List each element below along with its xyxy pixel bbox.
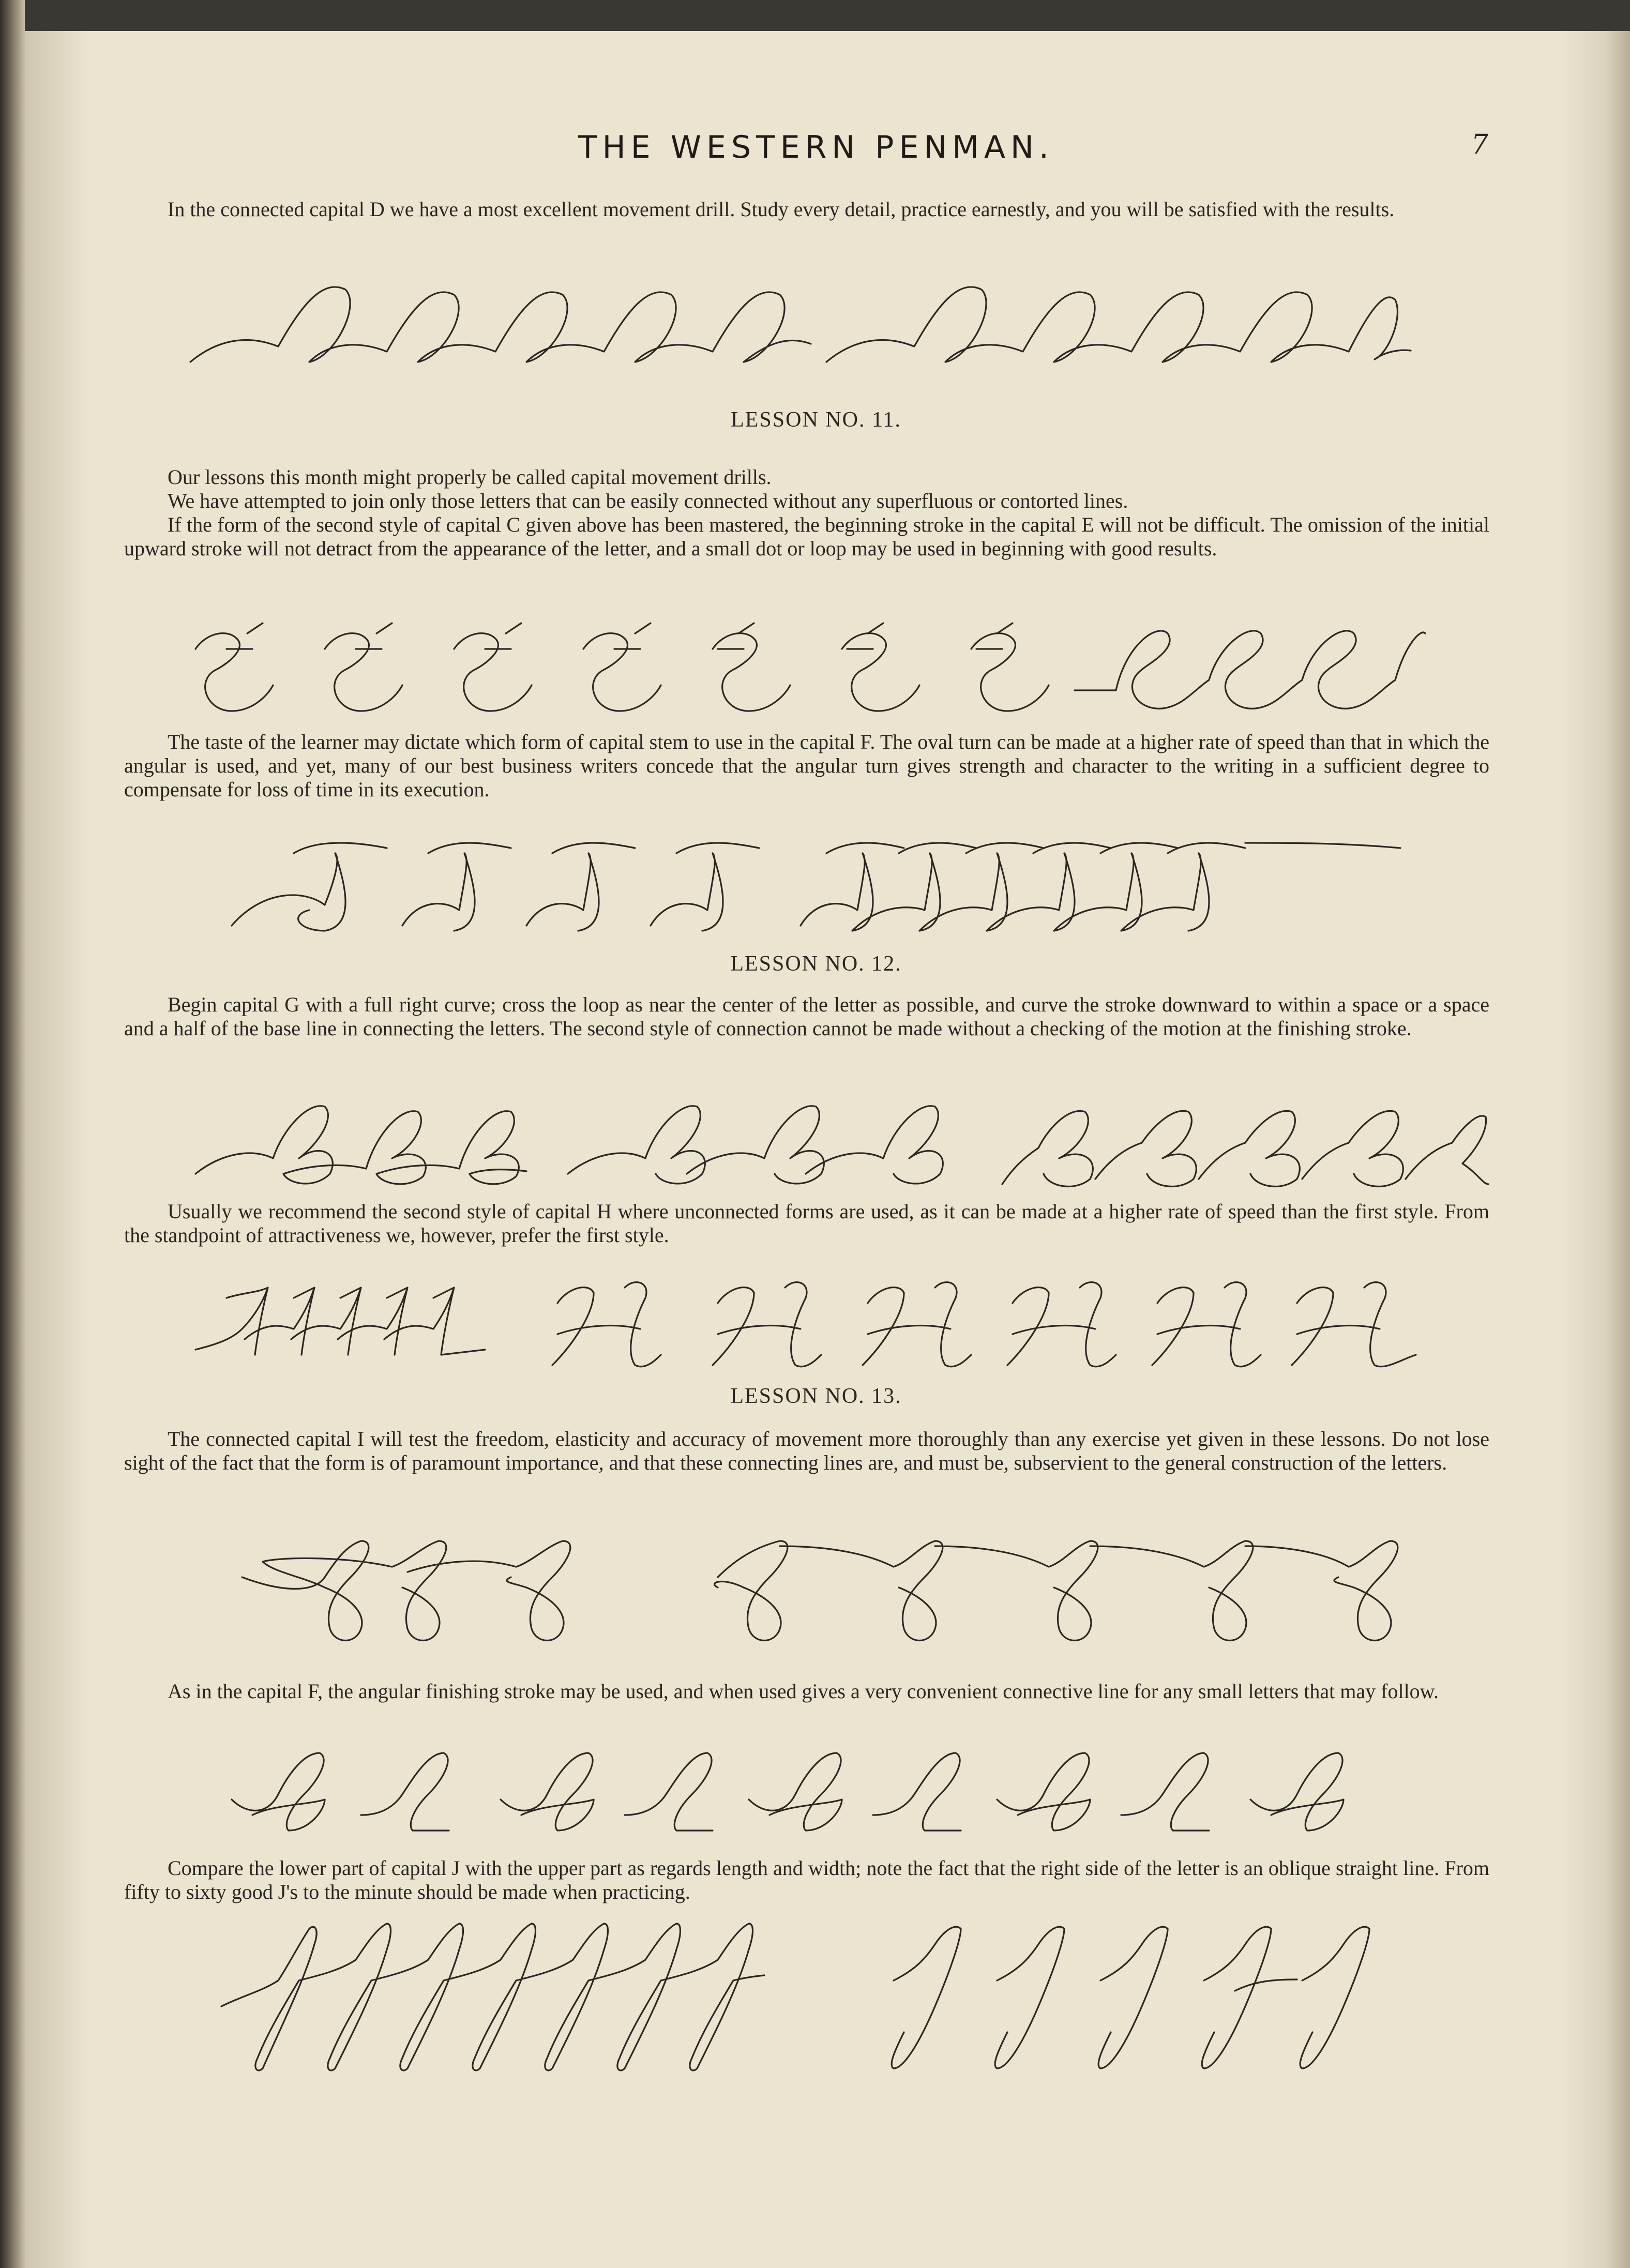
page-number: 7	[1471, 129, 1488, 160]
j-drill-group-1	[221, 1924, 764, 2070]
j-drill-singles	[892, 1927, 1369, 2068]
i2-text: As in the capital F, the angular finishing stroke may be used, and when used gives a very convenient connective line for any small letters that may follow.	[168, 1680, 1439, 1703]
e-drill-connected	[1075, 631, 1425, 708]
h-paragraph	[124, 1200, 1489, 1247]
i-text: The connected capital I will test the freedom, elasticity and accuracy of movement more thoroughly than any exercise yet given in these lessons. Do not lose sight of the fact that the form is of paramount importance, and that these connecting lines are, and must be, subservient to the general construction of the letters.	[124, 1427, 1489, 1474]
page-stack-edge	[1607, 31, 1630, 2268]
facing-page-edge	[0, 0, 25, 2268]
g-drill-group-3	[1002, 1111, 1488, 1186]
i2-drill-singles	[232, 1753, 1344, 1831]
l11-paragraph-2: We have attempted to join only those letters that can be easily connected without any superfluous or contorted lines.	[168, 489, 1128, 512]
d-intro-paragraph	[124, 198, 1489, 221]
h-drill-group-1	[195, 1288, 485, 1355]
e-drill-single	[195, 623, 1049, 711]
g-drill-illustration	[195, 1086, 1488, 1200]
f-drill-group-1	[232, 843, 759, 931]
lesson-12-heading: LESSON NO. 12.	[730, 952, 902, 976]
j-text: Compare the lower part of capital J with the upper part as regards length and width; note the fact that the right side of the letter is an oblique straight line. From fifty to sixty good J's to the minute should be made when practicing.	[124, 1856, 1489, 1903]
h-drill-singles	[552, 1282, 1416, 1367]
i-drill-group-1	[242, 1541, 570, 1641]
f-drill-illustration	[232, 822, 1421, 951]
lesson-13-heading: LESSON NO. 13.	[730, 1384, 902, 1408]
d-intro-text: In the connected capital D we have a most excellent movement drill. Study every detail, practice earnestly, and you will be satisfied with the results.	[168, 198, 1395, 221]
book-page	[25, 31, 1607, 2268]
running-header: THE WESTERN PENMAN.	[578, 129, 1054, 165]
h-drill-illustration	[195, 1267, 1437, 1381]
g-paragraph	[124, 993, 1489, 1040]
g-text: Begin capital G with a full right curve; cross the loop as near the center of the letter as possible, and curve the stroke downward to within a space or a space and a half of the base line in connecting the letters. The second style of connection cannot be made without a checking of the motion at the finishing stroke.	[124, 993, 1489, 1040]
i2-paragraph	[124, 1680, 1489, 1703]
g-drill-group-1	[195, 1106, 526, 1184]
l11-paragraph-3: If the form of the second style of capital C given above has been mastered, the beginning stroke in the capital E will not be difficult. The omission of the initial upward stroke will not detract from the appearance of the letter, and a small dot or loop may be used in beginning with good results.	[124, 513, 1489, 560]
i-drill-group-2	[715, 1541, 1398, 1641]
f-text: The taste of the learner may dictate which form of capital stem to use in the capital F. The oval turn can be made at a higher rate of speed than that in which the angular is used, and yet, many of our best business writers concede that the angular turn gives strength and character to the writing in a sufficient degree to compensate for loss of time in its execution.	[124, 730, 1489, 801]
d-drill-group-2	[826, 287, 1411, 362]
g-drill-group-2	[568, 1106, 943, 1184]
lesson-11-paragraphs	[124, 465, 1489, 561]
d-drill-illustration	[190, 259, 1411, 388]
i-drill-illustration	[242, 1525, 1411, 1655]
h-text: Usually we recommend the second style of capital H where unconnected forms are used, as it can be made at a higher rate of speed than the first style. From the standpoint of attractiveness we, however, prefer the first style.	[124, 1200, 1489, 1247]
l11-paragraph-1: Our lessons this month might properly be called capital movement drills.	[168, 465, 772, 489]
j-paragraph	[124, 1856, 1489, 1904]
e-drill-illustration	[195, 613, 1426, 727]
f-drill-group-2	[801, 843, 1400, 931]
d-drill-group-1	[190, 287, 811, 362]
lesson-11-heading: LESSON NO. 11.	[731, 408, 901, 432]
i2-drill-illustration	[232, 1737, 1411, 1841]
j-drill-illustration	[221, 1918, 1431, 2074]
f-paragraph	[124, 730, 1489, 802]
i-paragraph	[124, 1427, 1489, 1475]
